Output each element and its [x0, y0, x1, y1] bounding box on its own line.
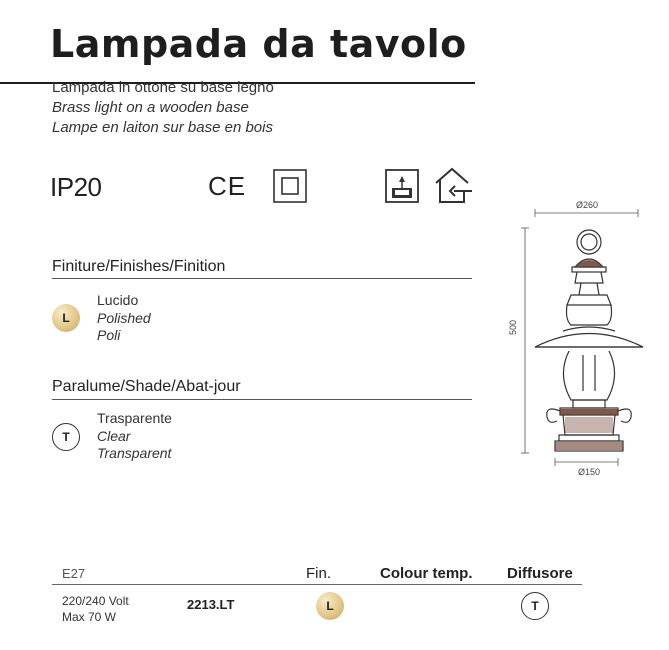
finishes-title: Finiture/Finishes/Finition	[52, 258, 226, 275]
finish-name-en: Polished	[97, 310, 151, 326]
footer-diffuser-swatch: T	[521, 592, 549, 620]
product-code: 2213.LT	[187, 597, 235, 612]
finishes-divider	[52, 278, 472, 279]
double-insulation-icon	[272, 168, 308, 204]
footer-divider	[52, 584, 582, 585]
shade-swatch-t: T	[52, 423, 80, 451]
page-title: Lampada da tavolo	[50, 22, 467, 66]
dimension-base-width: Ø150	[578, 467, 601, 477]
lamp-technical-drawing	[505, 195, 665, 490]
ip-rating: IP20	[50, 172, 102, 202]
shade-name-en: Clear	[97, 428, 131, 444]
shade-title: Paralume/Shade/Abat-jour	[52, 378, 241, 395]
dimension-top-width: Ø260	[576, 200, 599, 210]
diffuser-label: Diffusore	[507, 565, 573, 582]
shade-name-fr: Transparent	[97, 445, 172, 461]
voltage-text: 220/240 Volt	[62, 594, 129, 608]
indoor-house-icon	[432, 165, 474, 205]
dimension-height: 500	[508, 319, 518, 335]
footer-finish-swatch: L	[316, 592, 344, 620]
finish-name-fr: Poli	[97, 327, 121, 343]
ce-mark: CE	[208, 171, 247, 201]
description-it: Lampada in ottone su base legno	[52, 79, 274, 96]
colour-temp-label: Colour temp.	[380, 565, 473, 582]
lamp-socket: E27	[62, 566, 86, 581]
shade-divider	[52, 399, 472, 400]
shade-name-it: Trasparente	[97, 410, 172, 426]
finish-name-it: Lucido	[97, 292, 139, 308]
finish-swatch-l: L	[52, 304, 80, 332]
description-fr: Lampe en laiton sur base en bois	[52, 119, 273, 136]
indoor-use-icon	[384, 168, 420, 204]
description-en: Brass light on a wooden base	[52, 99, 249, 116]
fin-label: Fin.	[306, 565, 332, 582]
power-text: Max 70 W	[62, 610, 117, 624]
